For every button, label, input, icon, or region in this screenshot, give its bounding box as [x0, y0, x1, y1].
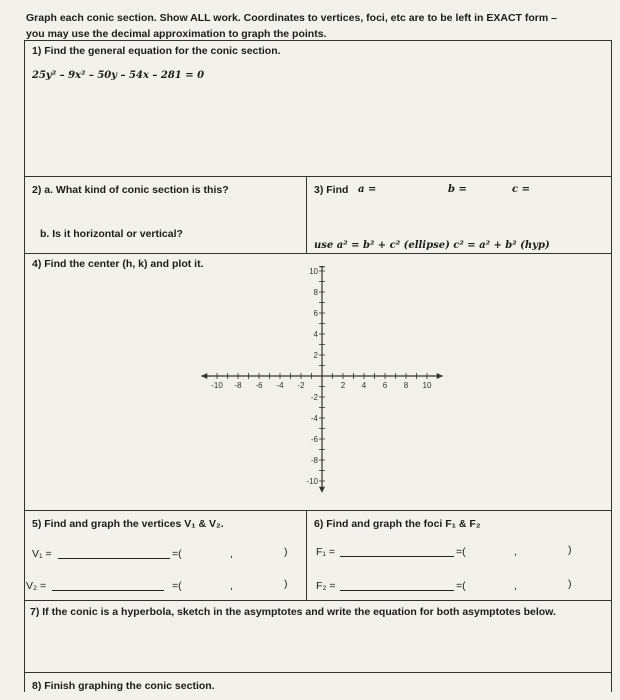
- frame-right: [611, 40, 612, 692]
- q5-v2-close: ): [284, 578, 288, 590]
- y-tick-label: -10: [306, 477, 318, 486]
- y-tick-label: 2: [313, 351, 318, 360]
- q5-v1-eq: =(: [172, 548, 182, 560]
- axes: [201, 266, 443, 493]
- q8-label: 8) Finish graphing the conic section.: [32, 680, 215, 692]
- q3-hint: use a² = b² + c² (ellipse) c² = a² + b² (hyp): [314, 240, 550, 251]
- q5-v2-label: V₂ =: [26, 580, 47, 592]
- x-tick-label: 2: [340, 381, 346, 390]
- q5-v1-blank[interactable]: [58, 558, 170, 559]
- y-tick-label: 4: [313, 330, 318, 339]
- q2a-label: 2) a. What kind of conic section is this?: [32, 184, 229, 196]
- q6-f2-eq: =(: [456, 580, 466, 592]
- frame-left: [24, 40, 25, 692]
- y-tick-label: -8: [310, 456, 318, 465]
- q1-label: 1) Find the general equation for the conic section.: [32, 45, 281, 57]
- x-tick-label: -6: [255, 381, 263, 390]
- q6-f2-blank[interactable]: [340, 590, 454, 591]
- q5-label: 5) Find and graph the vertices V₁ & V₂.: [32, 518, 224, 530]
- instructions-line-1: Graph each conic section. Show ALL work. Coordinates to vertices, foci, etc are to be left in EXACT form –: [26, 12, 557, 24]
- x-tick-label: 8: [403, 381, 409, 390]
- x-tick-label: -10: [211, 381, 223, 390]
- x-tick-label: 6: [382, 381, 388, 390]
- x-tick-label: -4: [276, 381, 284, 390]
- y-axis-arrow-down: [319, 487, 325, 493]
- divider-q5: [24, 600, 612, 601]
- q5-v1-comma: ,: [230, 548, 233, 560]
- frame-top: [24, 40, 612, 41]
- q3-a: a =: [358, 184, 377, 195]
- q5-v1-close: ): [284, 546, 288, 558]
- q2b-label: b. Is it horizontal or vertical?: [40, 228, 183, 240]
- divider-q4: [24, 510, 612, 511]
- y-tick-label: -2: [310, 393, 318, 402]
- x-tick-label: -2: [297, 381, 305, 390]
- q5-v1-label: V₁ =: [32, 548, 52, 560]
- coordinate-grid[interactable]: [200, 266, 450, 502]
- divider-q1: [24, 176, 612, 177]
- q4-label: 4) Find the center (h, k) and plot it.: [32, 258, 204, 270]
- y-tick-label: 6: [313, 309, 318, 318]
- q5-v2-blank[interactable]: [52, 590, 164, 591]
- q5-v2-eq: =(: [172, 580, 182, 592]
- divider-q7: [24, 672, 612, 673]
- y-axis-arrow-up: [319, 266, 325, 267]
- y-tick-label: -6: [310, 435, 318, 444]
- q6-f1-comma: ,: [514, 546, 517, 558]
- q3-label: 3) Find: [314, 184, 349, 196]
- q1-equation: 25y² – 9x² – 50y – 54x – 281 = 0: [32, 70, 205, 81]
- q7-label: 7) If the conic is a hyperbola, sketch in the asymptotes and write the equation for both asymptotes below.: [30, 606, 556, 618]
- q6-f2-comma: ,: [514, 580, 517, 592]
- q3-b: b =: [448, 184, 467, 195]
- x-tick-label: -8: [234, 381, 242, 390]
- divider-q2: [24, 253, 612, 254]
- divider-q2-q3: [306, 176, 307, 254]
- q6-f1-blank[interactable]: [340, 556, 454, 557]
- q6-f1-eq: =(: [456, 546, 466, 558]
- q6-f1-close: ): [568, 544, 572, 556]
- divider-q5-q6: [306, 510, 307, 600]
- q5-v2-comma: ,: [230, 580, 233, 592]
- q6-f2-close: ): [568, 578, 572, 590]
- q6-f1-label: F₁ =: [316, 546, 336, 558]
- x-tick-label: 10: [422, 381, 432, 390]
- y-tick-label: 10: [309, 267, 318, 276]
- y-tick-label: 8: [313, 288, 318, 297]
- y-tick-label: -4: [310, 414, 318, 423]
- q6-f2-label: F₂ =: [316, 580, 336, 592]
- x-axis-arrow-right: [437, 373, 443, 379]
- x-tick-label: 4: [361, 381, 367, 390]
- q6-label: 6) Find and graph the foci F₁ & F₂: [314, 518, 481, 530]
- x-axis-arrow-left: [201, 373, 207, 379]
- instructions-line-2: you may use the decimal approximation to graph the points.: [26, 28, 327, 40]
- q3-c: c =: [512, 184, 530, 195]
